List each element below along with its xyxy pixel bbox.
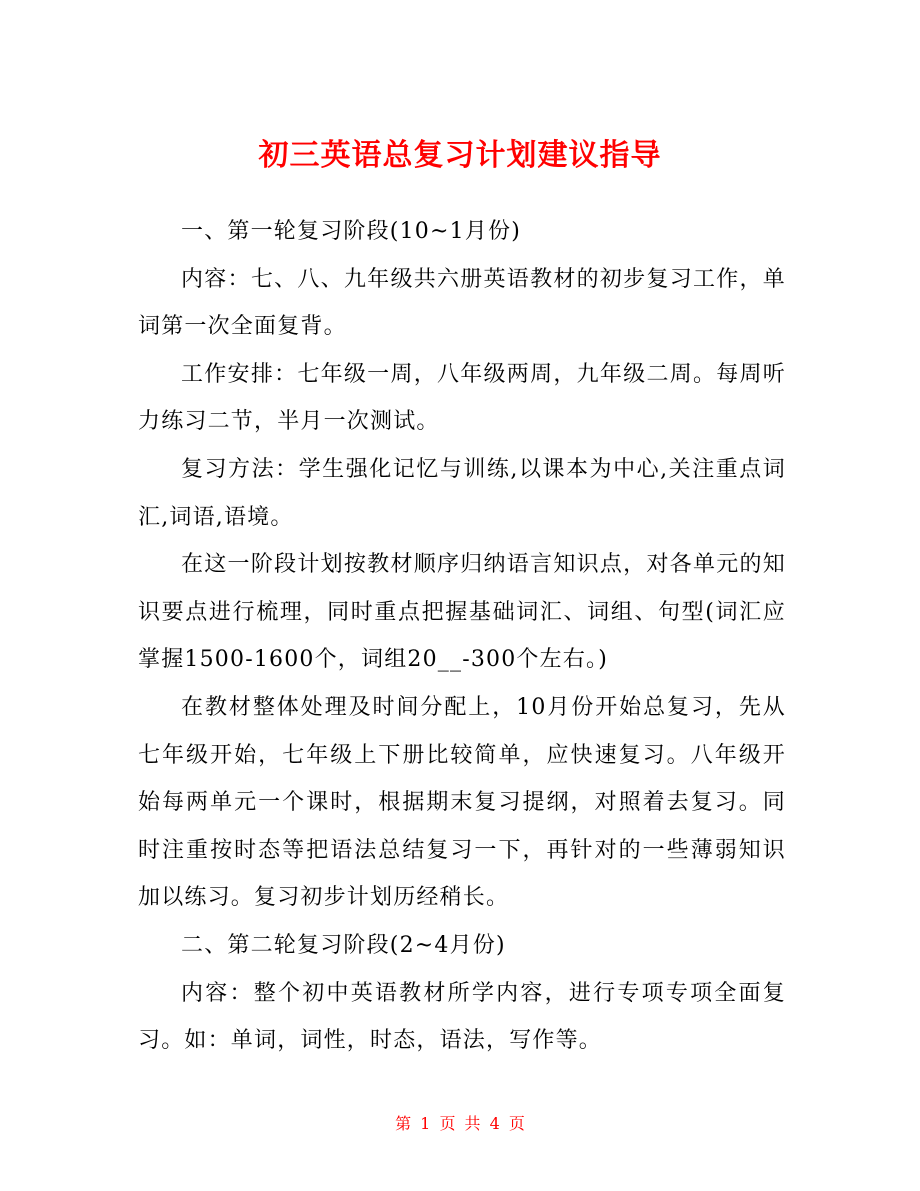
document-title: 初三英语总复习计划建议指导 bbox=[258, 138, 662, 174]
document-body bbox=[138, 208, 786, 1065]
paragraph-review-method: 复习方法：学生强化记忆与训练,以课本为中心,关注重点词汇,词语,语境。 bbox=[138, 456, 786, 530]
paragraph-stage-plan: 在这一阶段计划按教材顺序归纳语言知识点，对各单元的知识要点进行梳理，同时重点把握基础词汇、词组、句型(词汇应掌握1500-1600个，词组20__-300个左右。) bbox=[138, 552, 786, 673]
paragraph-section-2-heading: 二、第二轮复习阶段(2~4月份) bbox=[181, 932, 506, 958]
page-number-footer: 第 1 页 共 4 页 bbox=[395, 1114, 525, 1133]
paragraph-section-2-content: 内容：整个初中英语教材所学内容，进行专项专项全面复习。如：单词，词性，时态，语法，写作等。 bbox=[138, 980, 786, 1054]
paragraph-content: 内容：七、八、九年级共六册英语教材的初步复习工作，单词第一次全面复背。 bbox=[138, 266, 786, 340]
paragraph-section-1-heading: 一、第一轮复习阶段(10~1月份) bbox=[181, 219, 521, 244]
paragraph-work-arrangement: 工作安排：七年级一周，八年级两周，九年级二周。每周听力练习二节，半月一次测试。 bbox=[138, 361, 786, 435]
paragraph-time-allocation: 在教材整体处理及时间分配上，10月份开始总复习，先从七年级开始，七年级上下册比较简单，应快速复习。八年级开始每两单元一个课时，根据期末复习提纲，对照着去复习。同时注重按时态等把语法总结复习一下，再针对的一些薄弱知识加以练习。复习初步计划历经稍长。 bbox=[138, 694, 786, 911]
